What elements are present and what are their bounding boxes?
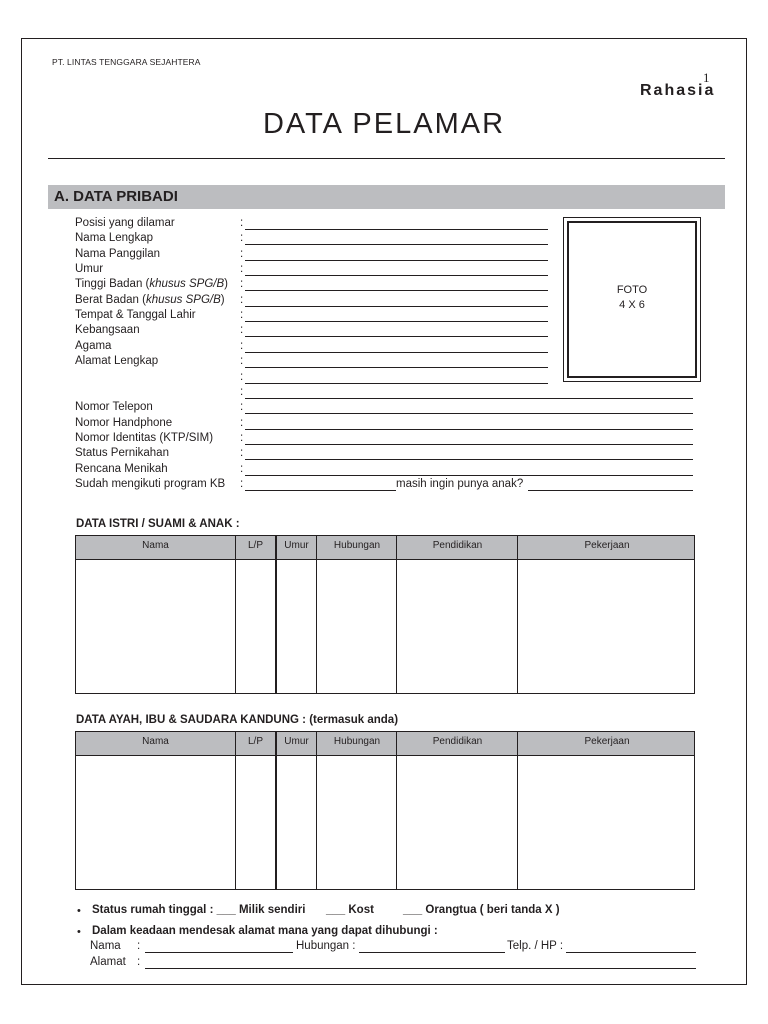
field-label-text: Umur [75,263,104,275]
field-label [75,340,111,352]
field-answer-line[interactable] [245,413,693,414]
field-colon: : [137,956,141,968]
col-header-umur: Umur [284,540,309,551]
field-colon: : [240,401,244,413]
field-label-text: ) [220,294,225,306]
housing-option-kost[interactable]: ___ Kost [326,904,374,916]
field-colon: : [240,417,244,429]
col-header-pekerjaan: Pekerjaan [584,540,630,551]
field-answer-line[interactable] [245,260,548,261]
field-answer-line[interactable] [245,275,548,276]
field-label [75,278,228,290]
col-header-pendidikan: Pendidikan [432,736,483,747]
field-colon: : [240,386,244,398]
field-colon: : [240,432,244,444]
field-answer-line[interactable] [245,290,548,291]
field-answer-line[interactable] [245,321,548,322]
field-colon: : [240,248,244,260]
field-label [75,324,140,336]
field-label-text: Berat Badan ( [75,294,146,306]
column-divider [517,536,518,693]
col-header-lp: L/P [247,540,263,551]
field-answer-line[interactable] [245,398,693,399]
field-answer-line[interactable] [245,306,548,307]
confidential-label: Rahasia [640,82,716,99]
field-label-text: Rencana Menikah [75,463,168,475]
children-answer-line[interactable] [528,490,693,491]
column-divider [235,536,236,693]
column-divider [275,536,277,693]
column-divider [396,732,397,889]
col-header-pekerjaan: Pekerjaan [584,736,630,747]
emergency-address-line[interactable] [145,968,696,969]
housing-option-parents[interactable]: ___ Orangtua ( beri tanda X ) [403,904,560,916]
field-label-text: Nomor Handphone [75,417,173,429]
field-answer-line[interactable] [245,475,693,476]
column-divider [316,732,317,889]
emergency-contact-label: Dalam keadaan mendesak alamat mana yang dapat dihubungi : [92,925,438,937]
field-label-text: Kebangsaan [75,324,140,336]
column-divider [235,732,236,889]
column-divider [396,536,397,693]
col-header-hubungan: Hubungan [333,540,381,551]
field-label [75,232,153,244]
field-label [75,417,172,429]
field-answer-line[interactable] [245,429,693,430]
emergency-relation-label: Hubungan : [296,940,356,952]
emergency-address-label: Alamat [90,956,126,968]
title-divider [48,158,725,159]
field-label [75,217,175,229]
parents-table-title: DATA AYAH, IBU & SAUDARA KANDUNG : (termasuk anda) [76,714,399,726]
field-label-text: Posisi yang dilamar [75,217,175,229]
field-label [75,401,153,413]
field-colon: : [240,324,244,336]
emergency-name-label: Nama [90,940,121,952]
page-number: 1 [703,70,710,85]
field-label [75,447,169,459]
company-name: PT. LINTAS TENGGARA SEJAHTERA [52,57,201,67]
field-answer-line[interactable] [245,367,548,368]
field-label [75,263,103,275]
field-label [75,463,168,475]
emergency-phone-line[interactable] [566,952,696,953]
col-header-nama: Nama [142,540,169,551]
field-label-text: ) [224,278,229,290]
field-colon: : [137,940,141,952]
column-divider [316,536,317,693]
field-answer-line[interactable] [245,444,693,445]
field-colon: : [240,263,244,275]
field-label-text: Nomor Identitas (KTP/SIM) [75,432,214,444]
field-label-text: Tempat & Tanggal Lahir [75,309,196,321]
family-table-title: DATA ISTRI / SUAMI & ANAK : [76,518,240,530]
page-title: DATA PELAMAR [262,108,506,140]
field-answer-line[interactable] [245,229,548,230]
field-answer-line[interactable] [245,336,548,337]
field-answer-line[interactable] [245,383,548,384]
field-label-text: Tinggi Badan ( [75,278,150,290]
field-colon: : [240,278,244,290]
field-label-text: Status Pernikahan [75,447,169,459]
field-colon: : [240,309,244,321]
field-colon: : [240,447,244,459]
kb-children-label: masih ingin punya anak? [396,478,524,490]
field-label [75,248,160,260]
section-a-header: A. DATA PRIBADI [48,185,725,209]
field-colon: : [240,355,244,367]
field-label-text: Alamat Lengkap [75,355,159,367]
field-label [75,309,196,321]
field-colon: : [240,294,244,306]
emergency-phone-label: Telp. / HP : [507,940,564,952]
field-answer-line[interactable] [245,244,548,245]
field-colon: : [240,371,244,383]
field-label [75,432,213,444]
column-divider [275,732,277,889]
emergency-relation-line[interactable] [359,952,505,953]
column-divider [517,732,518,889]
emergency-name-line[interactable] [145,952,293,953]
field-colon: : [240,232,244,244]
field-label [75,294,225,306]
field-label-text: Nomor Telepon [75,401,153,413]
field-label-note: khusus SPG/B [149,278,225,290]
parents-table [75,731,695,890]
kb-label: Sudah mengikuti program KB [75,478,226,490]
housing-status-label: Status rumah tinggal : ___ Milik sendiri [92,904,306,916]
photo-label-line1: FOTO [616,284,648,296]
field-colon: : [240,340,244,352]
field-label [75,355,158,367]
field-answer-line[interactable] [245,352,548,353]
col-header-lp: L/P [247,736,263,747]
field-colon: : [240,463,244,475]
field-colon: : [240,478,244,490]
field-label-text: Nama Lengkap [75,232,153,244]
col-header-nama: Nama [142,736,169,747]
field-answer-line[interactable] [245,459,693,460]
field-colon: : [240,217,244,229]
col-header-umur: Umur [284,736,309,747]
field-label-note: khusus SPG/B [145,294,221,306]
col-header-pendidikan: Pendidikan [432,540,483,551]
field-label-text: Agama [75,340,112,352]
photo-label-line2: 4 X 6 [619,299,645,311]
bullet: • [77,926,81,938]
bullet: • [77,905,81,917]
photo-label [563,283,701,313]
family-table [75,535,695,694]
kb-answer-line[interactable] [245,490,396,491]
col-header-hubungan: Hubungan [333,736,381,747]
field-label-text: Nama Panggilan [75,248,161,260]
